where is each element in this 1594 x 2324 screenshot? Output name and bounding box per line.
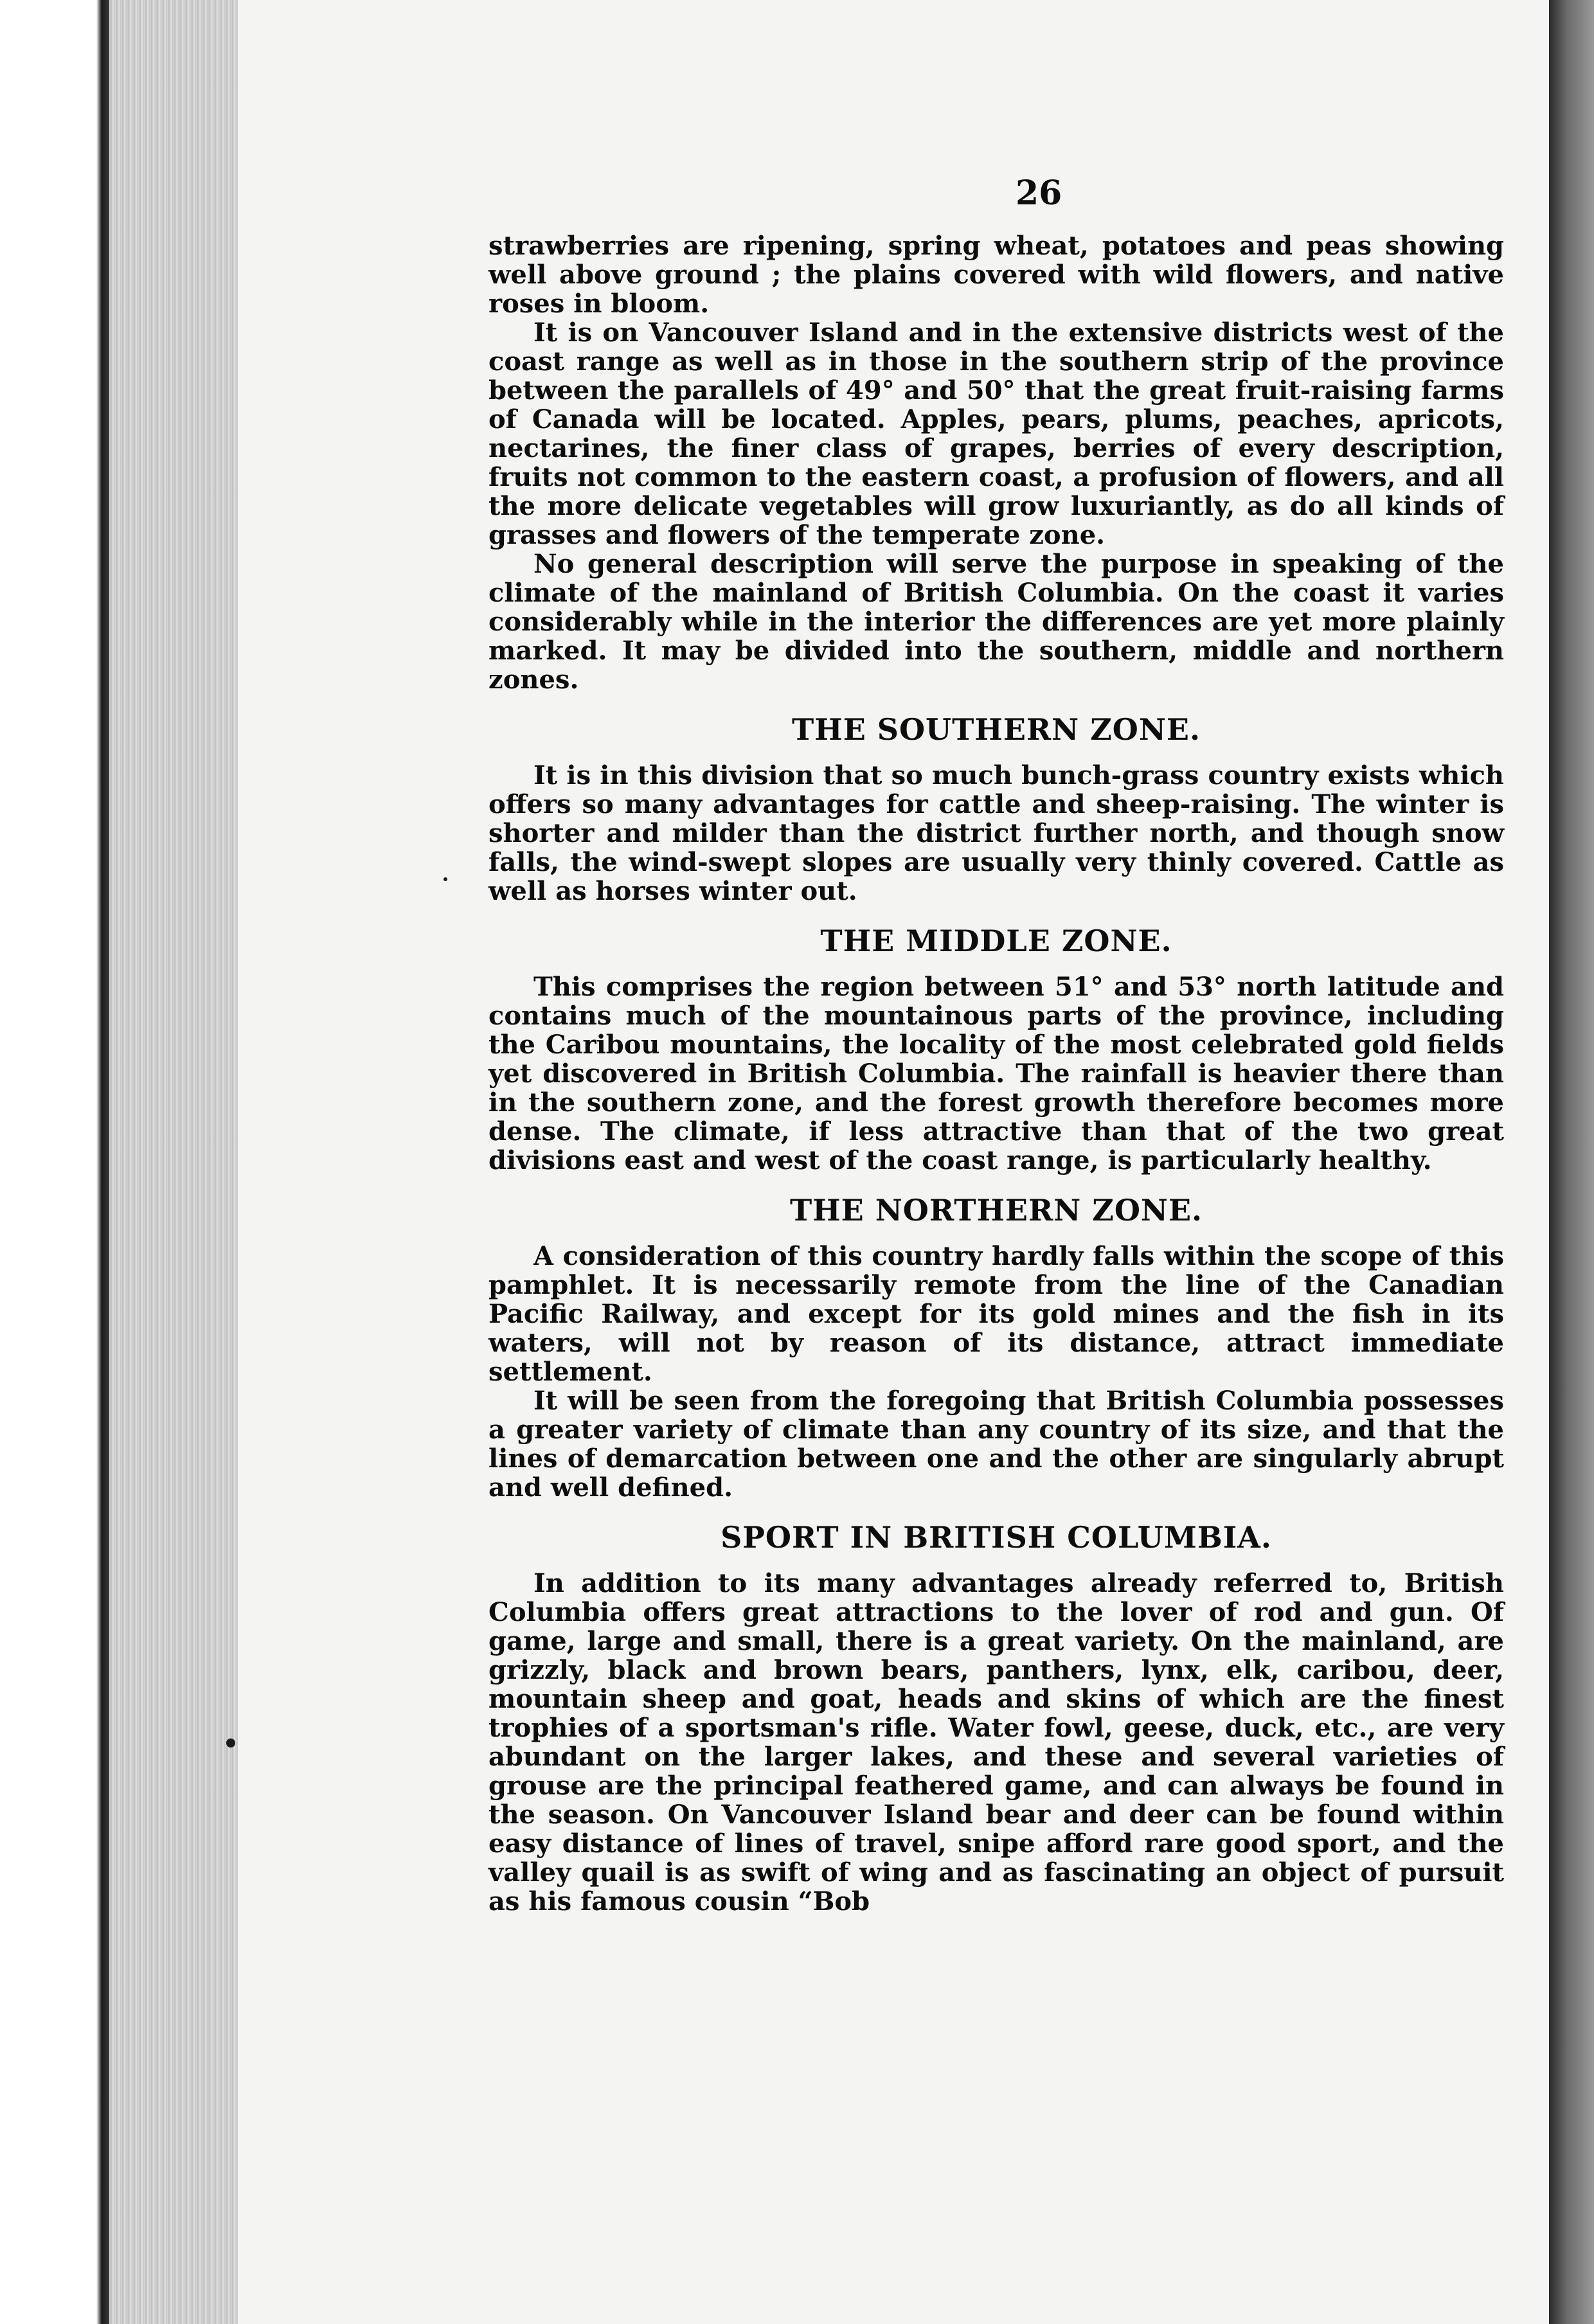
paragraph-continuation: strawberries are ripening, spring wheat, potatoes and peas showing well above ground ; the plains covered with wild flowers, and native roses in bloom. (488, 231, 1504, 319)
heading-middle-zone: THE MIDDLE ZONE. (820, 924, 1172, 958)
paragraph-northern-zone: A consideration of this country hardly falls within the scope of this pamphlet. It is necessarily remote from the line of the Canadian Pacific Railway, and except for its gold mines and the fish in its waters, will not by reason of its distance, attract immediate settlement. (488, 1241, 1504, 1387)
heading-sport: SPORT IN BRITISH COLUMBIA. (721, 1520, 1272, 1555)
paragraph-sport: In addition to its many advantages already referred to, British Columbia offers great attractions to the lover of rod and gun. Of game, large and small, there is a great variety. On the mainland, are grizzly, black and brown bears, panthers, lynx, elk, caribou, deer, mountain sheep and goat, heads and skins of which are the finest trophies of a sportsman's rifle. Water fowl, geese, duck, etc., are very abundant on the larger lakes, and these and several varieties of grouse are the principal feathered game, and can always be found in the season. On Vancouver Island bear and deer can be found within easy distance of lines of travel, snipe afford rare good sport, and the valley quail is as swift of wing and as fascinating an object of pursuit as his famous cousin “Bob (488, 1568, 1504, 1917)
paragraph-fruit-raising: It is on Vancouver Island and in the extensive districts west of the coast range as well as in those in the southern strip of the province between the parallels of 49° and 50° that the great fruit-raising farms of Canada will be located. Apples, pears, plums, peaches, apricots, nectarines, the finer class of grapes, berries of every description, fruits not common to the eastern coast, a profusion of flowers, and all the more delicate vegetables will grow luxuriantly, as do all kinds of grasses and flowers of the temperate zone. (488, 317, 1504, 550)
ink-speck (443, 877, 447, 881)
page-right-edge-shadow (1549, 0, 1594, 2324)
paragraph-southern-zone: It is in this division that so much bunch-grass country exists which offers so many advantages for cattle and sheep-raising. The winter is shorter and milder than the district further north, and though snow falls, the wind-swept slopes are usually very thinly covered. Cattle as well as horses winter out. (488, 760, 1504, 906)
heading-southern-zone: THE SOUTHERN ZONE. (792, 712, 1201, 747)
page-stack-edge (109, 0, 238, 2324)
ink-speck (226, 1739, 235, 1747)
paragraph-middle-zone: This comprises the region between 51° and 53° north latitude and contains much of the mountainous parts of the province, including the Caribou mountains, the locality of the most celebrated gold fields yet discovered in British Columbia. The rainfall is heavier there than in the southern zone, and the forest growth therefore becomes more dense. The climate, if less attractive than that of the two great divisions east and west of the coast range, is particularly healthy. (488, 972, 1504, 1175)
page-number: 26 (1016, 174, 1062, 213)
body-text (488, 231, 1504, 1916)
paragraph-climate-variety: It will be seen from the foregoing that British Columbia possesses a greater variety of climate than any country of its size, and that the lines of demarcation between one and the other are singularly abrupt and well defined. (488, 1386, 1504, 1503)
heading-northern-zone: THE NORTHERN ZONE. (789, 1193, 1203, 1228)
book-binding-shadow (0, 0, 109, 2324)
paragraph-climate-zones: No general description will serve the purpose in speaking of the climate of the mainland of British Columbia. On the coast it varies considerably while in the interior the differences are yet more plainly marked. It may be divided into the southern, middle and northern zones. (488, 549, 1504, 695)
